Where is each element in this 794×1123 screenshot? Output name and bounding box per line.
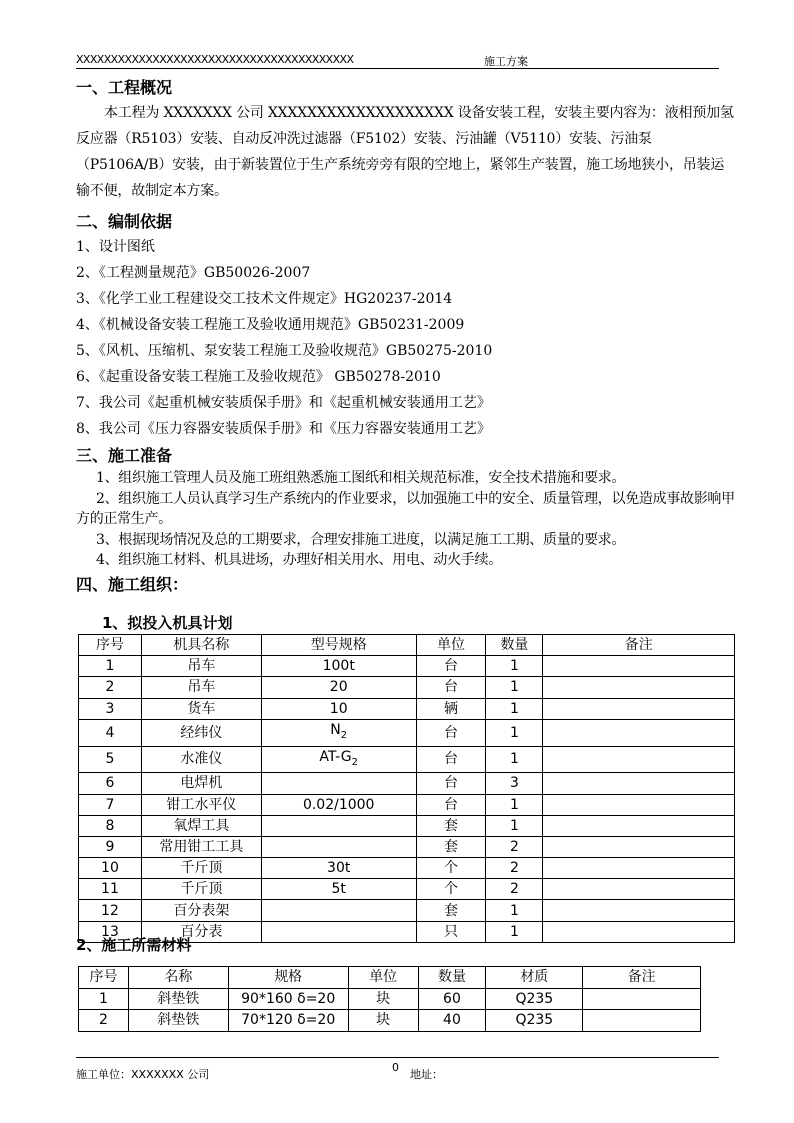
table-cell <box>583 1010 701 1032</box>
table-cell <box>543 719 735 746</box>
table-row <box>79 746 735 773</box>
table-cell <box>261 900 416 921</box>
preparation-list <box>76 468 736 571</box>
table-cell: 1 <box>486 815 543 836</box>
header-cell: 材质 <box>486 967 583 989</box>
header-left: XXXXXXXXXXXXXXXXXXXXXXXXXXXXXXXXXXXXXXXX <box>76 53 354 66</box>
table-row <box>79 773 735 794</box>
table-cell: 钳工水平仪 <box>141 794 261 815</box>
table-cell: 1 <box>486 900 543 921</box>
table-cell: 水准仪 <box>141 746 261 773</box>
table-cell: 60 <box>418 988 486 1010</box>
table-cell: 9 <box>79 836 142 857</box>
table-cell: 1 <box>79 988 129 1010</box>
table-cell: 10 <box>79 858 142 879</box>
table-header-row <box>79 967 701 989</box>
header-cell: 名称 <box>128 967 228 989</box>
table-cell: 2 <box>79 1010 129 1032</box>
basis-item: 6、《起重设备安装工程施工及验收规范》 GB50278-2010 <box>76 369 441 385</box>
table-row <box>79 858 735 879</box>
table-cell <box>261 815 416 836</box>
table-header-row <box>79 635 735 656</box>
table-cell: 台 <box>416 794 486 815</box>
table-cell: 70*120 δ=20 <box>228 1010 348 1032</box>
footer-company: 施工单位：XXXXXXX 公司 <box>76 1068 210 1081</box>
table-cell: 100t <box>261 656 416 677</box>
table-row <box>79 900 735 921</box>
table-cell: 11 <box>79 879 142 900</box>
subscript: 2 <box>351 756 358 768</box>
table-row <box>79 698 735 719</box>
header-cell: 单位 <box>348 967 418 989</box>
table-cell <box>261 773 416 794</box>
table-cell: 1 <box>486 698 543 719</box>
section-1-title: 一、工程概况 <box>76 78 173 97</box>
header-cell: 序号 <box>79 967 129 989</box>
table-cell: 台 <box>416 773 486 794</box>
table-cell: 千斤顶 <box>141 879 261 900</box>
table-cell <box>543 698 735 719</box>
basis-list <box>76 234 736 442</box>
table-cell: 百分表 <box>141 921 261 942</box>
page-footer <box>76 1057 719 1081</box>
header-title: 施工方案 <box>484 55 528 68</box>
table-cell: 台 <box>416 656 486 677</box>
table-cell <box>543 836 735 857</box>
table-cell: 千斤顶 <box>141 858 261 879</box>
table-cell: 吊车 <box>141 656 261 677</box>
table-cell: 经纬仪 <box>141 719 261 746</box>
table-cell: 1 <box>486 794 543 815</box>
table-cell: 台 <box>416 677 486 698</box>
table-cell: 2 <box>486 879 543 900</box>
table-cell: Q235 <box>486 1010 583 1032</box>
prep-item: 1、组织施工管理人员及施工班组熟悉施工图纸和相关规范标准，安全技术措施和要求。 <box>96 470 626 486</box>
header-cell: 数量 <box>486 635 543 656</box>
section-2-title: 二、编制依据 <box>76 212 173 231</box>
section-1-paragraph: 本工程为 XXXXXXX 公司 XXXXXXXXXXXXXXXXXXX 设备安装工程，安装主要内容为：液相预加氢反应器（R5103）安装、自动反冲洗过滤器（F5102）安装、污油罐（V5110）安装、污油泵（P5106A/B）安装，由于新装置位于生产系统旁旁有限的空地上，紧邻生产装置，施工场地狭小，吊装运输不便，故制定本方案。 <box>76 105 734 199</box>
materials-table <box>78 966 701 1032</box>
equipment-table-body <box>79 656 735 943</box>
header-cell: 备注 <box>543 635 735 656</box>
section-3-title: 三、施工准备 <box>76 446 173 465</box>
prep-item: 4、组织施工材料、机具进场，办理好相关用水、用电、动火手续。 <box>96 552 502 568</box>
table-cell: 10 <box>261 698 416 719</box>
basis-item: 4、《机械设备安装工程施工及验收通用规范》GB50231-2009 <box>76 317 465 333</box>
materials-title: 2、施工所需材料 <box>76 936 192 954</box>
table-cell <box>543 815 735 836</box>
table-cell: 辆 <box>416 698 486 719</box>
table-cell: 1 <box>79 656 142 677</box>
basis-item: 3、《化学工业工程建设交工技术文件规定》HG20237-2014 <box>76 291 453 307</box>
section-4-title: 四、施工组织： <box>76 574 189 594</box>
table-cell: Q235 <box>486 988 583 1010</box>
table-cell: 套 <box>416 815 486 836</box>
table-row <box>79 677 735 698</box>
table-cell <box>543 921 735 942</box>
basis-item: 5、《风机、压缩机、泵安装工程施工及验收规范》GB50275-2010 <box>76 343 493 359</box>
table-cell: 40 <box>418 1010 486 1032</box>
page-header <box>76 50 719 69</box>
prep-item: 2、组织施工人员认真学习生产系统内的作业要求，以加强施工中的安全、质量管理，以免造成事故影响甲方的正常生产。 <box>76 490 735 527</box>
table-cell: 只 <box>416 921 486 942</box>
table-cell: 块 <box>348 1010 418 1032</box>
table-cell: 1 <box>486 677 543 698</box>
header-cell: 型号规格 <box>261 635 416 656</box>
table-cell: 2 <box>79 677 142 698</box>
page-number: 0 <box>392 1061 399 1074</box>
table-cell: 3 <box>79 698 142 719</box>
table-cell: 6 <box>79 773 142 794</box>
table-cell <box>543 900 735 921</box>
table-cell: $AT-G_2$ <box>261 746 416 773</box>
table-cell: 货车 <box>141 698 261 719</box>
header-cell: 单位 <box>416 635 486 656</box>
header-cell: 规格 <box>228 967 348 989</box>
table-cell: 个 <box>416 879 486 900</box>
table-cell <box>543 794 735 815</box>
basis-item: 8、我公司《压力容器安装质保手册》和《压力容器安装通用工艺》 <box>76 421 491 437</box>
table-cell: 2 <box>486 858 543 879</box>
table-cell <box>261 836 416 857</box>
table-row <box>79 794 735 815</box>
table-cell: 百分表架 <box>141 900 261 921</box>
table-cell: 30t <box>261 858 416 879</box>
equipment-table <box>78 634 735 943</box>
table-cell: 12 <box>79 900 142 921</box>
table-cell: 氧焊工具 <box>141 815 261 836</box>
table-cell: 斜垫铁 <box>128 988 228 1010</box>
header-cell: 数量 <box>418 967 486 989</box>
table-cell <box>543 656 735 677</box>
materials-table-body <box>79 988 701 1031</box>
basis-item: 1、设计图纸 <box>76 239 155 255</box>
table-cell: 5 <box>79 746 142 773</box>
table-cell: 块 <box>348 988 418 1010</box>
table-cell: 5t <box>261 879 416 900</box>
table-cell: 斜垫铁 <box>128 1010 228 1032</box>
table-row <box>79 879 735 900</box>
table-cell: 90*160 δ=20 <box>228 988 348 1010</box>
table-cell: 13 <box>79 921 142 942</box>
table-cell: 7 <box>79 794 142 815</box>
table-cell: 4 <box>79 719 142 746</box>
prep-item: 3、根据现场情况及总的工期要求，合理安排施工进度，以满足施工工期、质量的要求。 <box>96 531 626 548</box>
table-cell <box>583 988 701 1010</box>
basis-item: 2、《工程测量规范》GB50026-2007 <box>76 265 311 281</box>
header-cell: 序号 <box>79 635 142 656</box>
table-cell: 套 <box>416 900 486 921</box>
equipment-plan-title: 1、拟投入机具计划 <box>102 613 233 632</box>
header-cell: 备注 <box>583 967 701 989</box>
table-cell: $N_2$ <box>261 719 416 746</box>
table-cell: 8 <box>79 815 142 836</box>
table-cell: 吊车 <box>141 677 261 698</box>
basis-item: 7、我公司《起重机械安装质保手册》和《起重机械安装通用工艺》 <box>76 395 491 411</box>
table-cell: 套 <box>416 836 486 857</box>
table-cell: 1 <box>486 746 543 773</box>
subscript: 2 <box>340 729 348 741</box>
table-cell: 1 <box>486 719 543 746</box>
table-row <box>79 815 735 836</box>
table-cell <box>543 746 735 773</box>
document-body <box>76 76 736 635</box>
table-cell <box>543 677 735 698</box>
table-cell: 1 <box>486 656 543 677</box>
header-cell: 机具名称 <box>141 635 261 656</box>
table-cell: 2 <box>486 836 543 857</box>
table-cell: 20 <box>261 677 416 698</box>
table-cell: 1 <box>486 921 543 942</box>
table-row <box>79 988 701 1010</box>
table-cell <box>543 773 735 794</box>
table-cell: 个 <box>416 858 486 879</box>
table-cell: 常用钳工工具 <box>141 836 261 857</box>
table-cell <box>543 879 735 900</box>
table-cell <box>261 921 416 942</box>
table-cell: 3 <box>486 773 543 794</box>
footer-address: 地址： <box>410 1068 443 1081</box>
table-row <box>79 719 735 746</box>
table-cell: 电焊机 <box>141 773 261 794</box>
table-cell: 台 <box>416 746 486 773</box>
table-row <box>79 1010 701 1032</box>
table-cell <box>543 858 735 879</box>
table-cell: 台 <box>416 719 486 746</box>
table-row <box>79 836 735 857</box>
table-cell: 0.02/1000 <box>261 794 416 815</box>
table-row <box>79 656 735 677</box>
